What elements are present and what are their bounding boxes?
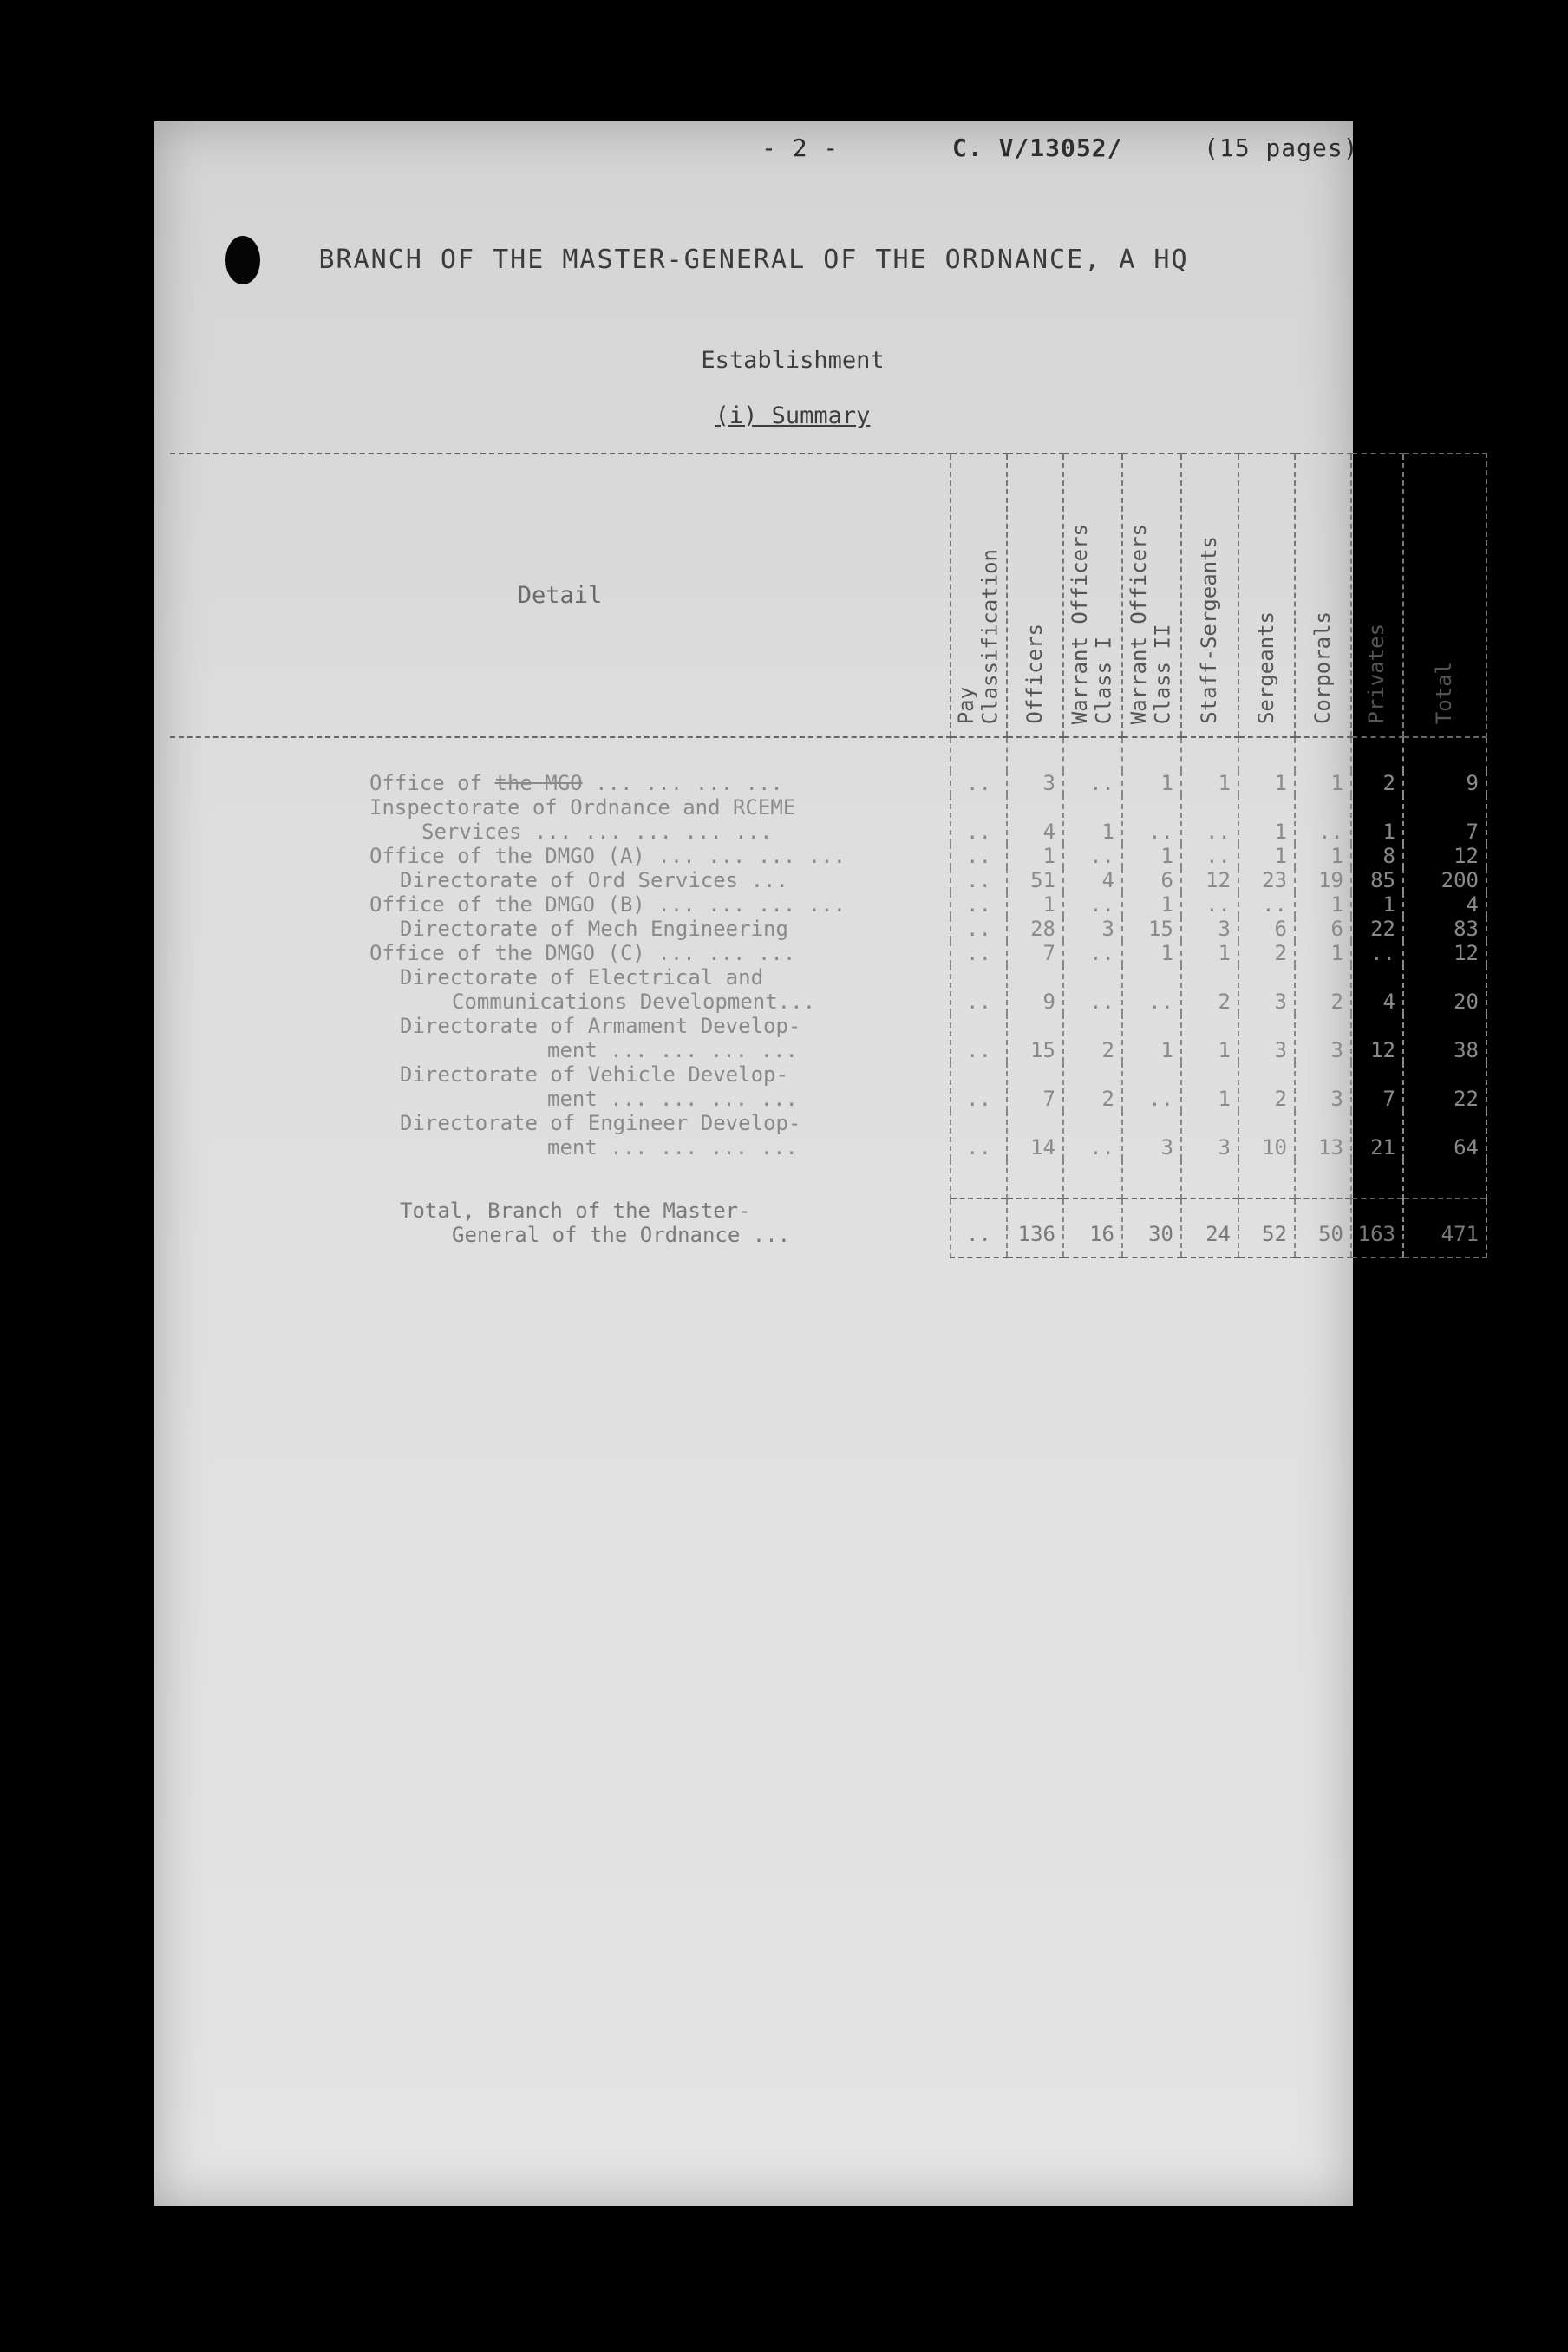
cell-total: 7: [1403, 795, 1486, 844]
table-row: [170, 868, 1486, 892]
pages-note: (15 pages): [1204, 134, 1359, 162]
cell-sergeants: 1: [1238, 771, 1295, 795]
cell-staff-sergeants: ..: [1181, 795, 1238, 844]
cell-pay: ..: [951, 795, 1007, 844]
cell-wo1: ..: [1063, 965, 1122, 1014]
cell-wo1: ..: [1063, 941, 1122, 965]
column-header-warrant-officers-class-2: Warrant Officers Class II: [1122, 454, 1181, 737]
cell-wo2: 1: [1122, 892, 1181, 917]
table-header-row: [170, 454, 1486, 737]
cell-staff-sergeants: 1: [1181, 771, 1238, 795]
table-row: [170, 917, 1486, 941]
table-row: [170, 892, 1486, 917]
cell-pay: ..: [951, 868, 1007, 892]
total-cell-pay: ..: [951, 1199, 1007, 1258]
cell-privates: 4: [1351, 965, 1403, 1014]
cell-wo2: ..: [1122, 965, 1181, 1014]
cell-wo1: 2: [1063, 1014, 1122, 1062]
cell-sergeants: 23: [1238, 868, 1295, 892]
row-detail: Directorate of Armament Develop- ment ... ... ... ...: [400, 1014, 801, 1062]
column-header-pay-classification: Pay Classification: [951, 454, 1007, 737]
cell-staff-sergeants: 12: [1181, 868, 1238, 892]
cell-wo2: ..: [1122, 795, 1181, 844]
cell-corporals: 3: [1295, 1014, 1351, 1062]
cell-officers: 9: [1007, 965, 1063, 1014]
section-heading: (i) Summary: [715, 402, 871, 429]
cell-total: 20: [1403, 965, 1486, 1014]
cell-privates: 8: [1351, 844, 1403, 868]
total-cell-corporals: 50: [1295, 1199, 1351, 1258]
cell-corporals: 1: [1295, 771, 1351, 795]
row-detail: Directorate of Vehicle Develop- ment ... ... ... ...: [400, 1062, 798, 1111]
cell-staff-sergeants: 3: [1181, 917, 1238, 941]
total-cell-sergeants: 52: [1238, 1199, 1295, 1258]
cell-wo2: ..: [1122, 1062, 1181, 1111]
page-marker: - 2 -: [761, 134, 840, 162]
cell-officers: 7: [1007, 1062, 1063, 1111]
cell-pay: ..: [951, 1014, 1007, 1062]
cell-pay: ..: [951, 844, 1007, 868]
cell-staff-sergeants: 3: [1181, 1111, 1238, 1160]
cell-staff-sergeants: 2: [1181, 965, 1238, 1014]
cell-officers: 14: [1007, 1111, 1063, 1160]
cell-pay: ..: [951, 917, 1007, 941]
table-row: [170, 965, 1486, 1014]
cell-staff-sergeants: ..: [1181, 844, 1238, 868]
cell-corporals: 1: [1295, 941, 1351, 965]
total-cell-staff-sergeants: 24: [1181, 1199, 1238, 1258]
cell-wo1: 1: [1063, 795, 1122, 844]
cell-sergeants: 10: [1238, 1111, 1295, 1160]
cell-wo1: ..: [1063, 771, 1122, 795]
cell-privates: ..: [1351, 941, 1403, 965]
cell-sergeants: ..: [1238, 892, 1295, 917]
cell-sergeants: 2: [1238, 1062, 1295, 1111]
cell-wo2: 1: [1122, 771, 1181, 795]
total-cell-wo1: 16: [1063, 1199, 1122, 1258]
cell-wo1: 3: [1063, 917, 1122, 941]
column-header-warrant-officers-class-1: Warrant Officers Class I: [1063, 454, 1122, 737]
cell-sergeants: 3: [1238, 1014, 1295, 1062]
table-row: [170, 844, 1486, 868]
cell-wo2: 3: [1122, 1111, 1181, 1160]
cell-sergeants: 2: [1238, 941, 1295, 965]
column-header-corporals: Corporals: [1295, 454, 1351, 737]
cell-total: 83: [1403, 917, 1486, 941]
cell-privates: 21: [1351, 1111, 1403, 1160]
cell-corporals: 13: [1295, 1111, 1351, 1160]
cell-sergeants: 1: [1238, 844, 1295, 868]
table-total-row: [170, 1199, 1486, 1258]
cell-total: 22: [1403, 1062, 1486, 1111]
cell-privates: 2: [1351, 771, 1403, 795]
cell-privates: 22: [1351, 917, 1403, 941]
row-detail: Directorate of Ord Services ...: [400, 868, 788, 892]
row-detail: Directorate of Mech Engineering: [400, 917, 788, 941]
cell-corporals: ..: [1295, 795, 1351, 844]
file-reference: C. V/13052/: [952, 134, 1123, 162]
column-header-officers: Officers: [1007, 454, 1063, 737]
cell-wo2: 6: [1122, 868, 1181, 892]
total-cell-grand-total: 471: [1403, 1199, 1486, 1258]
cell-sergeants: 1: [1238, 795, 1295, 844]
column-header-privates: Privates: [1351, 454, 1403, 737]
row-detail: Inspectorate of Ordnance and RCEME Services ... ... ... ... ...: [369, 795, 796, 844]
cell-total: 9: [1403, 771, 1486, 795]
table-row: [170, 1014, 1486, 1062]
cell-wo1: ..: [1063, 892, 1122, 917]
cell-officers: 51: [1007, 868, 1063, 892]
cell-staff-sergeants: 1: [1181, 1014, 1238, 1062]
document-page: [154, 121, 1479, 2206]
column-header-sergeants: Sergeants: [1238, 454, 1295, 737]
cell-total: 4: [1403, 892, 1486, 917]
cell-officers: 7: [1007, 941, 1063, 965]
total-cell-officers: 136: [1007, 1199, 1063, 1258]
cell-total: 64: [1403, 1111, 1486, 1160]
cell-pay: ..: [951, 771, 1007, 795]
cell-corporals: 1: [1295, 844, 1351, 868]
cell-wo2: 1: [1122, 844, 1181, 868]
establishment-summary-table: [170, 453, 1487, 1258]
total-cell-wo2: 30: [1122, 1199, 1181, 1258]
cell-officers: 28: [1007, 917, 1063, 941]
document-subtitle: Establishment: [701, 347, 885, 374]
cell-wo2: 15: [1122, 917, 1181, 941]
row-detail: Office of the DMGO (A) ... ... ... ...: [369, 844, 846, 868]
cell-wo1: 2: [1063, 1062, 1122, 1111]
row-detail: Office of the DMGO (B) ... ... ... ...: [369, 892, 846, 917]
table-row: [170, 1062, 1486, 1111]
table-row: [170, 771, 1486, 795]
cell-officers: 3: [1007, 771, 1063, 795]
cell-sergeants: 6: [1238, 917, 1295, 941]
column-header-total: Total: [1403, 454, 1486, 737]
cell-wo1: 4: [1063, 868, 1122, 892]
cell-corporals: 19: [1295, 868, 1351, 892]
cell-pay: ..: [951, 1062, 1007, 1111]
column-header-detail: Detail: [170, 454, 951, 737]
total-cell-privates: 163: [1351, 1199, 1403, 1258]
cell-staff-sergeants: ..: [1181, 892, 1238, 917]
row-detail: Directorate of Electrical and Communications Development...: [400, 965, 816, 1014]
cell-wo1: ..: [1063, 1111, 1122, 1160]
cell-staff-sergeants: 1: [1181, 941, 1238, 965]
table-row: [170, 1111, 1486, 1160]
cell-total: 200: [1403, 868, 1486, 892]
table-row: [170, 941, 1486, 965]
row-detail: Office of the DMGO (C) ... ... ...: [369, 941, 796, 965]
cell-pay: ..: [951, 965, 1007, 1014]
cell-privates: 1: [1351, 795, 1403, 844]
cell-total: 12: [1403, 941, 1486, 965]
cell-privates: 85: [1351, 868, 1403, 892]
table-row: [170, 795, 1486, 844]
cell-corporals: 1: [1295, 892, 1351, 917]
cell-wo2: 1: [1122, 1014, 1181, 1062]
cell-privates: 12: [1351, 1014, 1403, 1062]
cell-pay: ..: [951, 941, 1007, 965]
document-title: BRANCH OF THE MASTER-GENERAL OF THE ORDNANCE, A HQ: [318, 245, 1189, 275]
cell-corporals: 3: [1295, 1062, 1351, 1111]
cell-total: 38: [1403, 1014, 1486, 1062]
cell-pay: ..: [951, 892, 1007, 917]
cell-officers: 4: [1007, 795, 1063, 844]
total-row-detail: Total, Branch of the Master- General of the Ordnance ...: [400, 1199, 791, 1247]
cell-officers: 15: [1007, 1014, 1063, 1062]
cell-corporals: 2: [1295, 965, 1351, 1014]
cell-wo1: ..: [1063, 844, 1122, 868]
column-header-staff-sergeants: Staff-Sergeants: [1181, 454, 1238, 737]
cell-privates: 7: [1351, 1062, 1403, 1111]
cell-sergeants: 3: [1238, 965, 1295, 1014]
struck-text: the MGO: [494, 771, 583, 795]
cell-staff-sergeants: 1: [1181, 1062, 1238, 1111]
cell-pay: ..: [951, 1111, 1007, 1160]
cell-officers: 1: [1007, 844, 1063, 868]
row-detail: Office of the MGO ... ... ... ...: [369, 771, 783, 795]
cell-wo2: 1: [1122, 941, 1181, 965]
cell-corporals: 6: [1295, 917, 1351, 941]
cell-total: 12: [1403, 844, 1486, 868]
cell-privates: 1: [1351, 892, 1403, 917]
row-detail: Directorate of Engineer Develop- ment ... ... ... ...: [400, 1111, 801, 1160]
cell-officers: 1: [1007, 892, 1063, 917]
